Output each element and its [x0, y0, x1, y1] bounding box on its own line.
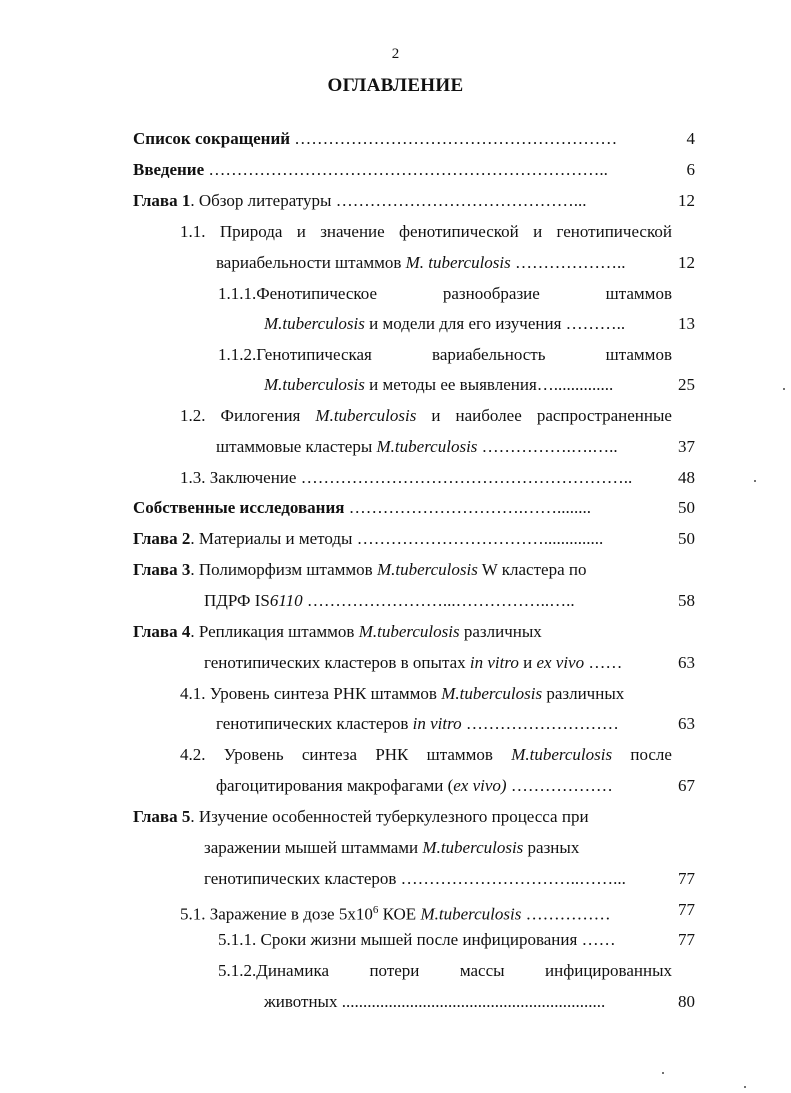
toc-entry-chapter-5-line3: генотипических кластеров …………………………..……... — [204, 869, 626, 888]
scan-speck — [662, 1072, 664, 1074]
toc-entry-1-3: 1.3. Заключение ………………………………………………….. — [180, 468, 633, 487]
toc-entry-5-1-2-line2: животных .............................................................. — [264, 992, 606, 1011]
toc-entry-chapter-5: Глава 5. Изучение особенностей туберкулезного процесса при — [133, 807, 589, 826]
toc-entry-chapter-4-line2: генотипических кластеров в опытах in vitro и ex vivo …… — [204, 653, 623, 672]
toc-entry-chapter-2: Глава 2. Материалы и методы …………………………….............. — [133, 529, 604, 548]
toc-entry-chapter-4: Глава 4. Репликация штаммов M.tuberculosis различных — [133, 622, 542, 641]
toc-entry-own-research: Собственные исследования ………………………….……........ — [133, 498, 591, 517]
toc-entry-abbreviations: Список сокращений ………………………………………………… — [133, 129, 618, 148]
toc-page: 67 — [678, 776, 695, 795]
toc-entry-1-1-line2: вариабельности штаммов M. tuberculosis ……………….. — [216, 253, 626, 272]
toc-entry-1-1-1-line2: M.tuberculosis и модели для его изучения ……….. — [264, 314, 626, 333]
toc-entry-1-1: 1.1. Природа и значение фенотипической и генотипической — [180, 222, 672, 241]
toc-page: 6 — [686, 160, 695, 179]
toc-page: 80 — [678, 992, 695, 1011]
toc-entry-chapter-1: Глава 1. Обзор литературы ……………………………………... — [133, 191, 587, 210]
toc-entry-4-1-line2: генотипических кластеров in vitro ……………………… — [216, 714, 619, 733]
toc-page: 58 — [678, 591, 695, 610]
toc-page: 37 — [678, 437, 695, 456]
toc-page: 50 — [678, 498, 695, 517]
page-title: ОГЛАВЛЕНИЕ — [327, 75, 464, 96]
toc-entry-introduction: Введение …………………………………………………………….. — [133, 160, 608, 179]
toc-entry-chapter-3-line2: ПДРФ IS6110 ……………………...……………..….. — [204, 591, 575, 610]
toc-entry-4-2: 4.2. Уровень синтеза РНК штаммов M.tuberculosis после — [180, 745, 672, 764]
toc-page: 77 — [678, 900, 695, 919]
toc-entry-1-2: 1.2. Филогения M.tuberculosis и наиболее распространенные — [180, 406, 672, 425]
toc-entry-5-1: 5.1. Заражение в дозе $5x10^6$ КОЕ M.tuberculosis …………… — [180, 904, 611, 924]
toc-entry-1-1-1: 1.1.1.Фенотипическое разнообразие штаммов — [218, 284, 672, 303]
toc-page: 63 — [678, 653, 695, 672]
toc-page: 48 — [678, 468, 695, 487]
page-number: 2 — [391, 46, 400, 62]
toc-entry-1-2-line2: штаммовые кластеры M.tuberculosis …………….….….. — [216, 437, 618, 456]
toc-page: 50 — [678, 529, 695, 548]
scan-speck — [754, 480, 756, 482]
scan-speck — [783, 388, 785, 390]
scan-speck — [744, 1086, 746, 1088]
toc-entry-5-1-1: 5.1.1. Сроки жизни мышей после инфицирования …… — [218, 930, 616, 949]
toc-page: 63 — [678, 714, 695, 733]
toc-entry-4-1: 4.1. Уровень синтеза РНК штаммов M.tuberculosis различных — [180, 684, 625, 703]
toc-entry-1-1-2: 1.1.2.Генотипическая вариабельность штаммов — [218, 345, 672, 364]
toc-page: 12 — [678, 191, 695, 210]
toc-entry-chapter-3: Глава 3. Полиморфизм штаммов M.tuberculosis W кластера по — [133, 560, 587, 579]
toc-entry-chapter-5-line2: заражении мышей штаммами M.tuberculosis разных — [204, 838, 580, 857]
toc-page: 77 — [678, 869, 695, 888]
toc-entry-1-1-2-line2: M.tuberculosis и методы ее выявления….............. — [264, 375, 614, 394]
toc-entry-5-1-2: 5.1.2.Динамика потери массы инфицированных — [218, 961, 672, 980]
toc-page: 4 — [686, 129, 695, 148]
toc-page: 12 — [678, 253, 695, 272]
toc-page: 25 — [678, 375, 695, 394]
toc-entry-4-2-line2: фагоцитирования макрофагами (ex vivo) ……………… — [216, 776, 613, 795]
toc-page: 13 — [678, 314, 695, 333]
toc-page: 77 — [678, 930, 695, 949]
